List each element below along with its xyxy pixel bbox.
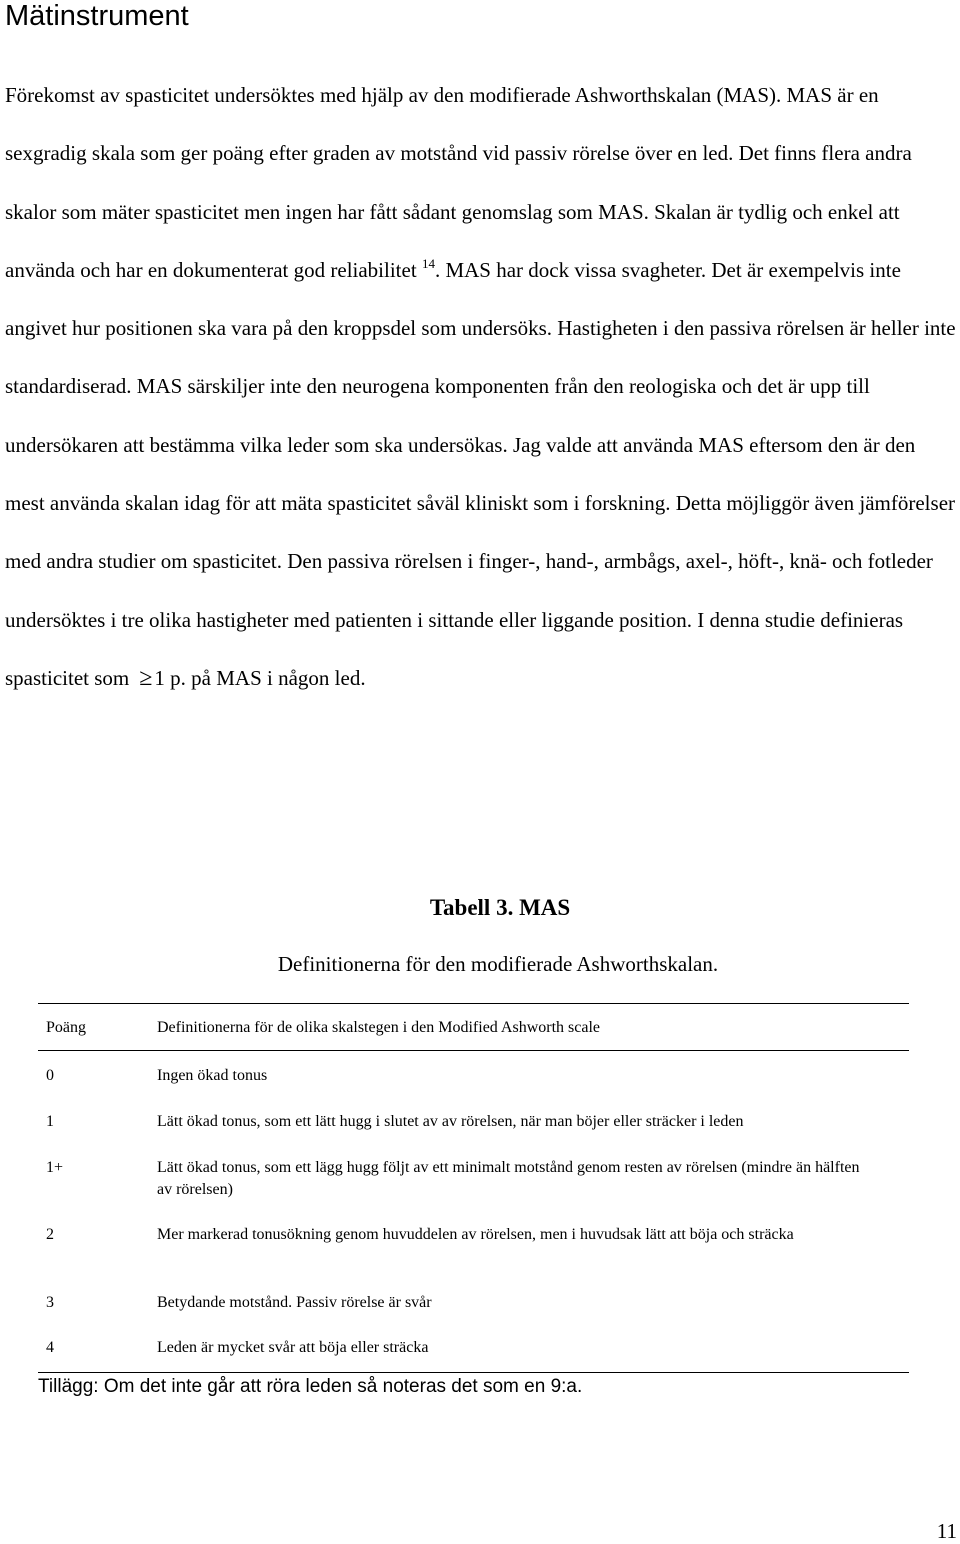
row-definition: Betydande motstånd. Passiv rörelse är svår bbox=[157, 1294, 432, 1311]
row-score: 3 bbox=[46, 1294, 54, 1311]
row-score: 2 bbox=[46, 1226, 54, 1243]
table-note: Tillägg: Om det inte går att röra leden så noteras det som en 9:a. bbox=[38, 1376, 583, 1397]
table-header-rule bbox=[38, 1050, 909, 1051]
table-top-rule bbox=[38, 1003, 909, 1004]
body-paragraph bbox=[5, 66, 960, 707]
greater-or-equal-symbol: ≥ bbox=[139, 664, 153, 691]
body-text-start: Förekomst av spasticitet undersöktes med hjälp av den modifierade Ashworthskalan (MAS). MAS är en sexgradig skala som ger poäng efter graden av motstånd vid passiv rörelse över en led. Det finns flera andra skalor som mäter spasticitet men ingen har fått sådant genomslag som MAS. Skalan är tydlig och enkel att använda och har en dokumenterat god reliabilitet bbox=[5, 83, 912, 282]
table-caption: Definitionerna för den modifierade Ashworthskalan. bbox=[277, 952, 719, 976]
body-text-end: 1 p. på MAS i någon led. bbox=[154, 665, 366, 690]
row-definition: Ingen ökad tonus bbox=[157, 1067, 268, 1084]
section-heading: Mätinstrument bbox=[5, 0, 189, 32]
row-score: 0 bbox=[46, 1067, 54, 1084]
row-definition: Mer markerad tonusökning genom huvuddelen av rörelsen, men i huvudsak lätt att böja och sträcka bbox=[157, 1226, 794, 1243]
page-number: 11 bbox=[936, 1519, 957, 1543]
reference-superscript: 14 bbox=[421, 255, 435, 271]
table-title: Tabell 3. MAS bbox=[429, 895, 571, 920]
table-bottom-rule bbox=[38, 1372, 909, 1373]
column-header-score: Poäng bbox=[46, 1019, 86, 1036]
column-header-definition: Definitionerna för de olika skalstegen i den Modified Ashworth scale bbox=[157, 1019, 600, 1036]
row-definition: Lätt ökad tonus, som ett lägg hugg följt av ett minimalt motstånd genom resten av rörelsen (mindre än hälften av rörelsen) bbox=[157, 1159, 860, 1198]
row-score: 1+ bbox=[46, 1159, 64, 1176]
body-text-middle: . MAS har dock vissa svagheter. Det är exempelvis inte angivet hur positionen ska vara på den kroppsdel som undersöks. Hastigheten i den passiva rörelsen är heller inte standardiserad. MAS särskiljer inte den neurogena komponenten från den reologiska och det är upp till undersökaren att bestämma vilka leder som ska undersökas. Jag valde att använda MAS eftersom den är den mest använda skalan idag för att mäta spasticitet såväl kliniskt som i forskning. Detta möjliggör även jämförelser med andra studier om spasticitet. Den passiva rörelsen i finger-, hand-, armbågs, axel-, höft-, knä- och fotleder undersöktes i tre olika hastigheter med patienten i sittande eller liggande position. I denna studie definieras spasticitet som bbox=[5, 257, 956, 690]
row-definition: Lätt ökad tonus, som ett lätt hugg i slutet av av rörelsen, när man böjer eller sträcker i leden bbox=[157, 1113, 744, 1130]
row-definition: Leden är mycket svår att böja eller sträcka bbox=[157, 1339, 429, 1356]
row-score: 4 bbox=[46, 1339, 54, 1356]
row-score: 1 bbox=[46, 1113, 54, 1130]
